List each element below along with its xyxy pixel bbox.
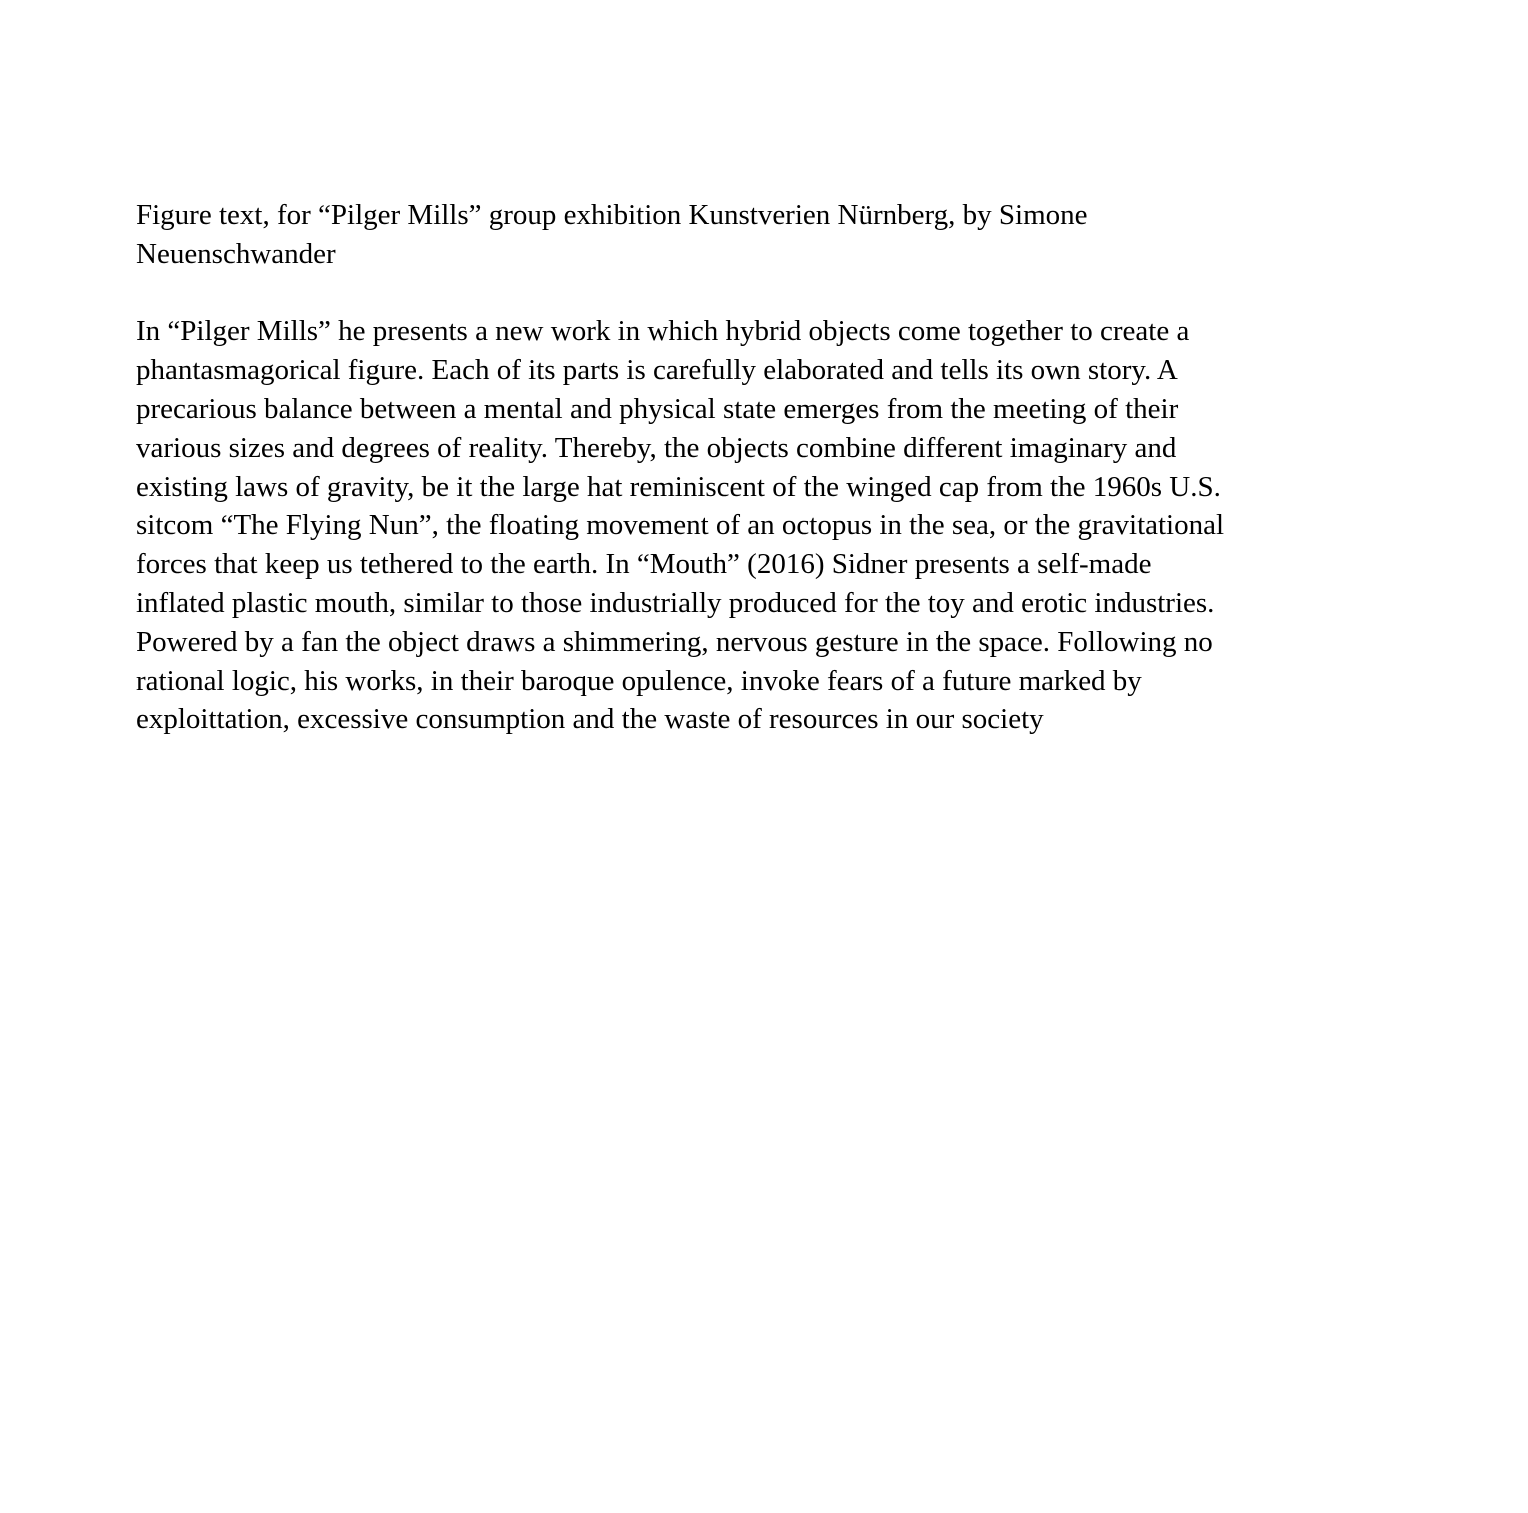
paragraph-line: rational logic, his works, in their baroque opulence, invoke fears of a future marked by: [136, 664, 1142, 697]
paragraph-line: inflated plastic mouth, similar to those industrially produced for the toy and erotic industries.: [136, 586, 1215, 619]
paragraph-line: precarious balance between a mental and physical state emerges from the meeting of their: [136, 392, 1179, 425]
paragraph-line: phantasmagorical figure. Each of its parts is carefully elaborated and tells its own story. A: [136, 354, 1178, 387]
body-paragraph: [136, 312, 1456, 739]
paragraph-line: In “Pilger Mills” he presents a new work in which hybrid objects come together to create a: [136, 315, 1190, 348]
document-text-block: [136, 196, 1456, 739]
header-line: Figure text, for “Pilger Mills” group exhibition Kunstverien Nürnberg, by Simone: [136, 199, 1088, 231]
paragraph-line: exploittation, excessive consumption and the waste of resources in our society: [136, 703, 1044, 736]
header-line: Neuenschwander: [136, 237, 336, 270]
paragraph-line: Powered by a fan the object draws a shimmering, nervous gesture in the space. Following no: [136, 625, 1213, 658]
figure-text-header: [136, 196, 1456, 274]
paragraph-line: various sizes and degrees of reality. Thereby, the objects combine different imaginary and: [136, 431, 1177, 464]
paragraph-line: existing laws of gravity, be it the large hat reminiscent of the winged cap from the 1960s U.S.: [136, 470, 1221, 503]
paragraph-line: forces that keep us tethered to the earth. In “Mouth” (2016) Sidner presents a self-made: [136, 548, 1152, 581]
paragraph-line: sitcom “The Flying Nun”, the floating movement of an octopus in the sea, or the gravitational: [136, 509, 1225, 542]
